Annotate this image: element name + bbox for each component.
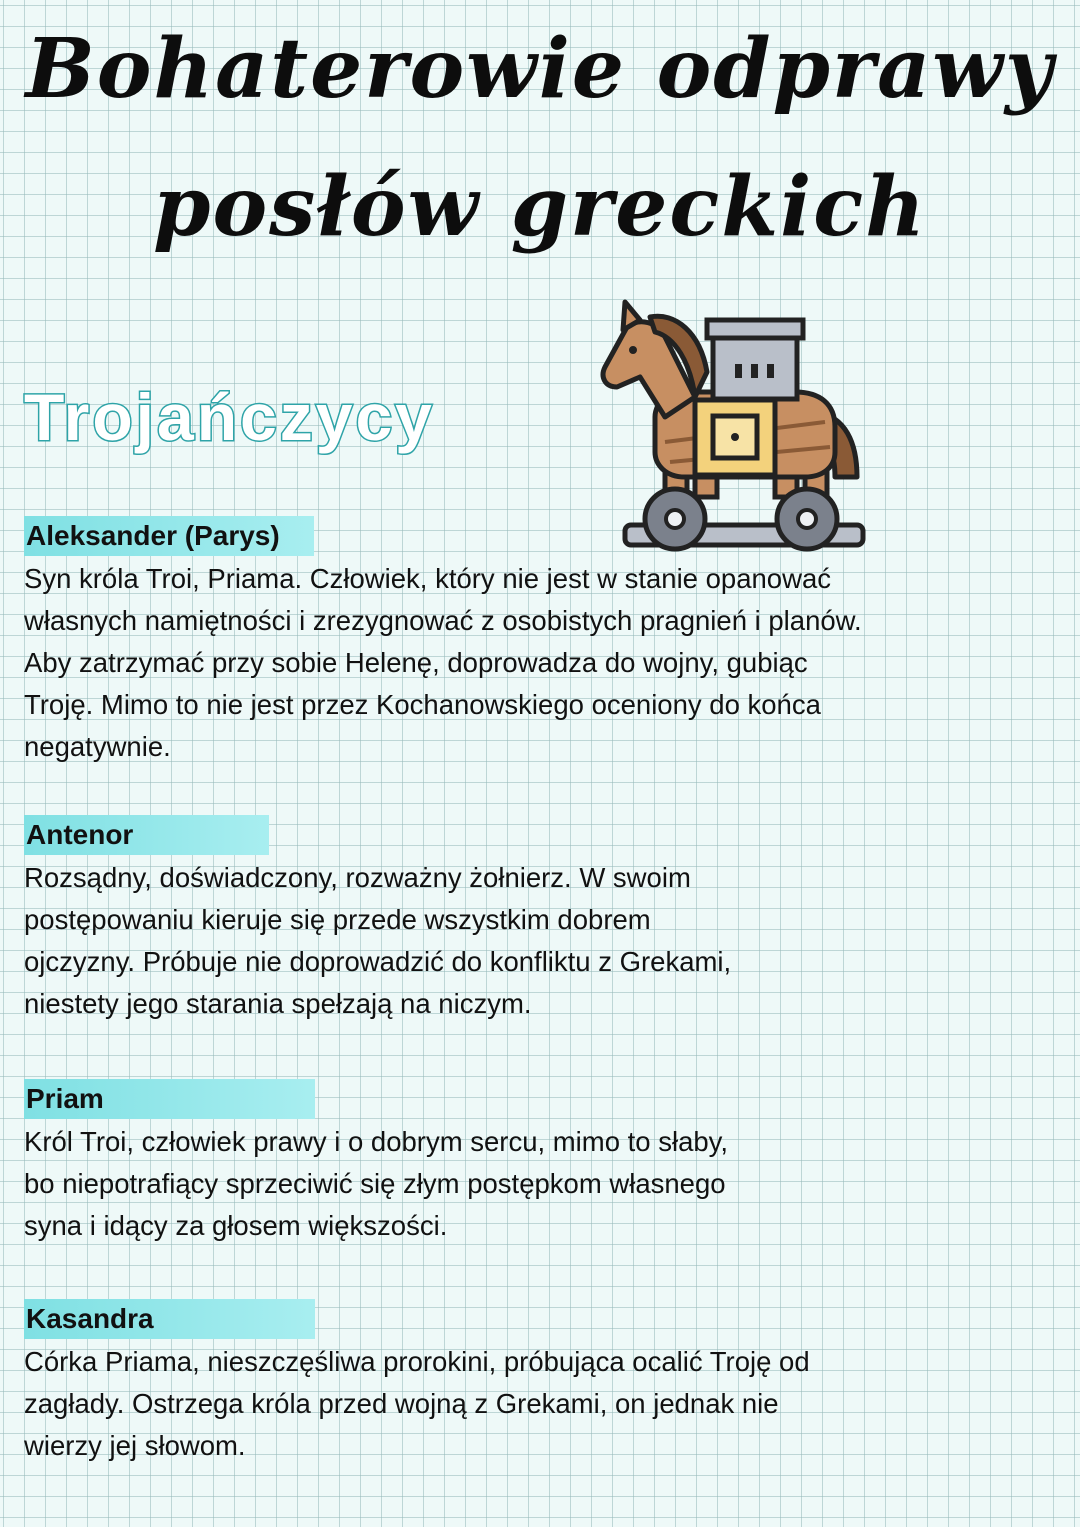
character-description (24, 1341, 1034, 1467)
description-line: postępowaniu kieruje się przede wszystkim dobrem (24, 904, 651, 935)
description-line: Aby zatrzymać przy sobie Helenę, doprowadza do wojny, gubiąc (24, 647, 808, 678)
description-line: zagłady. Ostrzega króla przed wojną z Grekami, on jednak nie (24, 1388, 779, 1419)
page-title-line-1: Bohaterowie odprawy (25, 21, 1055, 117)
character-name: Aleksander (Parys) (24, 516, 314, 556)
description-line: negatywnie. (24, 731, 171, 762)
description-line: Troję. Mimo to nie jest przez Kochanowskiego oceniony do końca (24, 689, 821, 720)
description-line: ojczyzny. Próbuje nie doprowadzić do konfliktu z Grekami, (24, 946, 732, 977)
description-line: Syn króla Troi, Priama. Człowiek, który nie jest w stanie opanować (24, 563, 831, 594)
description-line: bo niepotrafiący sprzeciwić się złym postępkom własnego (24, 1168, 726, 1199)
description-line: syna i idący za głosem większości. (24, 1210, 448, 1241)
description-line: Córka Priama, nieszczęśliwa prorokini, próbująca ocalić Troję od (24, 1346, 810, 1377)
description-line: wierzy jej słowom. (24, 1430, 246, 1461)
character-description (24, 558, 1034, 768)
section-heading: Trojańczycy (24, 380, 435, 454)
character-entry-priam (24, 1079, 1034, 1247)
character-entry-aleksander (24, 516, 1034, 768)
page-title-line-2: posłów greckich (153, 159, 927, 255)
character-description (24, 857, 1034, 1025)
character-name: Kasandra (24, 1299, 315, 1339)
character-entry-antenor (24, 815, 1034, 1025)
description-line: Król Troi, człowiek prawy i o dobrym sercu, mimo to słaby, (24, 1126, 729, 1157)
description-line: własnych namiętności i zrezygnować z osobistych pragnień i planów. (24, 605, 862, 636)
character-description (24, 1121, 1034, 1247)
character-name: Antenor (24, 815, 269, 855)
character-name: Priam (24, 1079, 315, 1119)
character-entry-kasandra (24, 1299, 1034, 1467)
description-line: niestety jego starania spełzają na niczym. (24, 988, 532, 1019)
description-line: Rozsądny, doświadczony, rozważny żołnierz. W swoim (24, 862, 691, 893)
